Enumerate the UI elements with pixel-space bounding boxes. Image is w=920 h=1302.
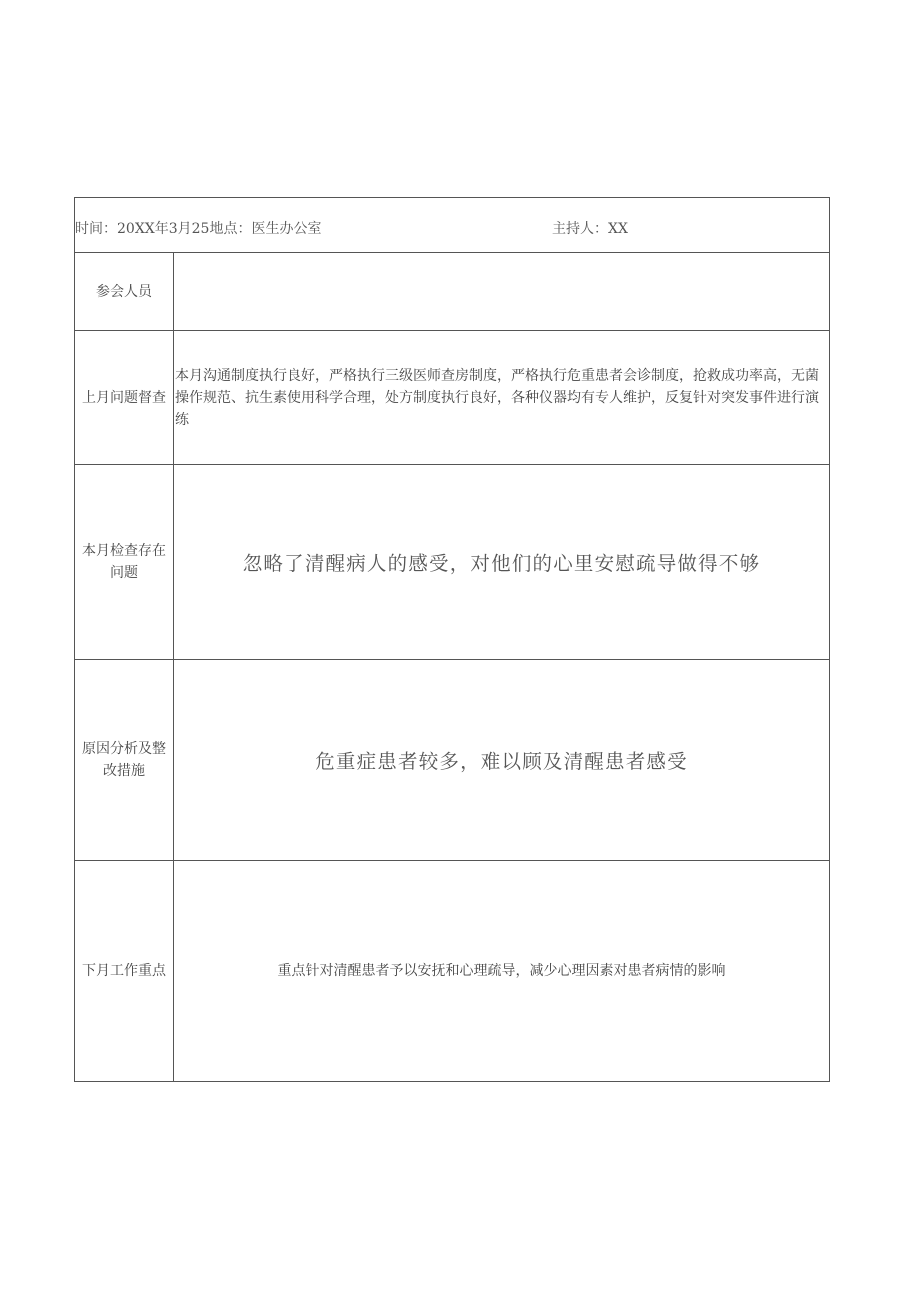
this-month-issues-content <box>174 465 829 659</box>
row-cause-analysis <box>75 660 829 861</box>
this-month-issues-label: 本月检查存在问题 <box>82 543 166 581</box>
row-next-month-focus <box>75 861 829 1081</box>
attendees-label: 参会人员 <box>96 283 152 300</box>
row-last-month-review <box>75 331 829 465</box>
attendees-content <box>174 253 829 330</box>
last-month-review-label-cell <box>75 331 174 464</box>
this-month-issues-text: 忽略了清醒病人的感受，对他们的心里安慰疏导做得不够 <box>242 552 761 575</box>
cause-analysis-label-cell <box>75 660 174 860</box>
last-month-review-text: 本月沟通制度执行良好，严格执行三级医师查房制度，严格执行危重患者会诊制度，抢救成功率高，无菌操作规范、抗生素使用科学合理，处方制度执行良好，各种仪器均有专人维护，反复针对突发事件进行演练 <box>175 367 819 428</box>
row-this-month-issues <box>75 465 829 660</box>
time-place-text: 时间：20XX年3月25地点：医生办公室 <box>75 221 322 237</box>
this-month-issues-label-cell <box>75 465 174 659</box>
row-attendees <box>75 253 829 331</box>
next-month-focus-content <box>174 861 829 1081</box>
last-month-review-content <box>174 331 829 464</box>
last-month-review-label: 上月问题督查 <box>82 389 166 406</box>
next-month-focus-label: 下月工作重点 <box>82 963 166 979</box>
next-month-focus-text: 重点针对清醒患者予以安抚和心理疏导，减少心理因素对患者病情的影响 <box>277 963 726 979</box>
cause-analysis-content <box>174 660 829 860</box>
host-text: 主持人：XX <box>552 221 628 237</box>
cause-analysis-label: 原因分析及整改措施 <box>82 741 166 779</box>
attendees-label-cell <box>75 253 174 330</box>
next-month-focus-label-cell <box>75 861 174 1081</box>
header-row <box>75 198 829 253</box>
cause-analysis-text: 危重症患者较多，难以顾及清醒患者感受 <box>315 750 688 773</box>
meeting-record-form <box>74 197 830 1082</box>
